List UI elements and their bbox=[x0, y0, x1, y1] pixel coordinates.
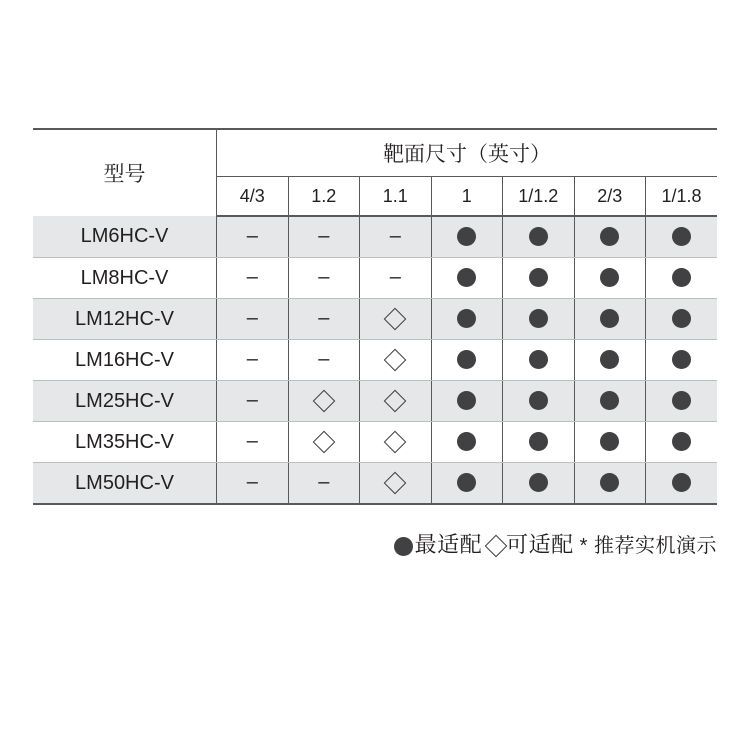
compat-best-cell bbox=[574, 381, 646, 422]
filled-circle-icon bbox=[672, 350, 691, 369]
compat-best-cell bbox=[646, 340, 718, 381]
size-column-header-4: 1 bbox=[431, 177, 503, 217]
legend-best bbox=[394, 532, 483, 557]
open-diamond-icon bbox=[384, 308, 407, 331]
compat-best-cell bbox=[646, 381, 718, 422]
filled-circle-icon bbox=[394, 537, 413, 556]
compat-none-cell bbox=[288, 258, 360, 299]
filled-circle-icon bbox=[672, 309, 691, 328]
dash-icon: – bbox=[246, 307, 258, 329]
size-column-header-5: 1/1.2 bbox=[503, 177, 575, 217]
filled-circle-icon bbox=[600, 268, 619, 287]
filled-circle-icon bbox=[529, 227, 548, 246]
compat-best-cell bbox=[503, 381, 575, 422]
open-diamond-icon bbox=[312, 431, 335, 454]
compat-none-cell bbox=[360, 216, 432, 258]
dash-icon: – bbox=[246, 266, 258, 288]
model-name-cell: LM50HC-V bbox=[33, 463, 217, 505]
open-diamond-icon bbox=[384, 349, 407, 372]
compat-best-cell bbox=[646, 422, 718, 463]
filled-circle-icon bbox=[457, 432, 476, 451]
filled-circle-icon bbox=[529, 268, 548, 287]
filled-circle-icon bbox=[672, 391, 691, 410]
legend-ok-label: 可适配 bbox=[506, 532, 574, 557]
table-row bbox=[33, 340, 717, 381]
filled-circle-icon bbox=[457, 309, 476, 328]
compat-none-cell bbox=[217, 216, 289, 258]
size-column-header-7: 1/1.8 bbox=[646, 177, 718, 217]
filled-circle-icon bbox=[457, 227, 476, 246]
dash-icon: – bbox=[246, 348, 258, 370]
compat-best-cell bbox=[431, 381, 503, 422]
compat-best-cell bbox=[574, 422, 646, 463]
compat-none-cell bbox=[217, 463, 289, 505]
compat-ok-cell bbox=[288, 422, 360, 463]
dash-icon: – bbox=[246, 225, 258, 247]
compat-none-cell bbox=[217, 258, 289, 299]
dash-icon: – bbox=[318, 266, 330, 288]
filled-circle-icon bbox=[457, 350, 476, 369]
table-body bbox=[33, 216, 717, 504]
compat-none-cell bbox=[288, 463, 360, 505]
sensor-size-group-header: 靶面尺寸（英寸） bbox=[217, 129, 718, 177]
compat-best-cell bbox=[503, 422, 575, 463]
filled-circle-icon bbox=[600, 227, 619, 246]
model-name-cell: LM25HC-V bbox=[33, 381, 217, 422]
dash-icon: – bbox=[246, 430, 258, 452]
size-column-header-6: 2/3 bbox=[574, 177, 646, 217]
compat-best-cell bbox=[503, 216, 575, 258]
filled-circle-icon bbox=[457, 391, 476, 410]
filled-circle-icon bbox=[529, 473, 548, 492]
compat-ok-cell bbox=[360, 299, 432, 340]
filled-circle-icon bbox=[529, 391, 548, 410]
dash-icon: – bbox=[318, 348, 330, 370]
table-row bbox=[33, 258, 717, 299]
dash-icon: – bbox=[318, 307, 330, 329]
dash-icon: – bbox=[246, 471, 258, 493]
size-column-header-3: 1.1 bbox=[360, 177, 432, 217]
model-name-cell: LM16HC-V bbox=[33, 340, 217, 381]
dash-icon: – bbox=[389, 266, 401, 288]
size-column-header-1: 4/3 bbox=[217, 177, 289, 217]
model-name-cell: LM8HC-V bbox=[33, 258, 217, 299]
compat-best-cell bbox=[646, 258, 718, 299]
model-name-cell: LM6HC-V bbox=[33, 216, 217, 258]
compat-none-cell bbox=[217, 422, 289, 463]
filled-circle-icon bbox=[600, 391, 619, 410]
table-header bbox=[33, 129, 717, 216]
filled-circle-icon bbox=[672, 432, 691, 451]
filled-circle-icon bbox=[529, 309, 548, 328]
compat-best-cell bbox=[431, 258, 503, 299]
table-row bbox=[33, 463, 717, 505]
compat-best-cell bbox=[574, 463, 646, 505]
open-diamond-icon bbox=[384, 472, 407, 495]
open-diamond-icon bbox=[384, 431, 407, 454]
filled-circle-icon bbox=[600, 473, 619, 492]
legend-ok bbox=[488, 532, 574, 557]
table-row bbox=[33, 299, 717, 340]
compat-ok-cell bbox=[360, 463, 432, 505]
compat-best-cell bbox=[503, 258, 575, 299]
dash-icon: – bbox=[318, 225, 330, 247]
compat-none-cell bbox=[288, 299, 360, 340]
legend bbox=[394, 528, 717, 559]
dash-icon: – bbox=[246, 389, 258, 411]
compat-ok-cell bbox=[360, 340, 432, 381]
filled-circle-icon bbox=[529, 432, 548, 451]
filled-circle-icon bbox=[600, 309, 619, 328]
compatibility-table bbox=[33, 128, 717, 505]
compat-best-cell bbox=[431, 463, 503, 505]
compat-best-cell bbox=[646, 463, 718, 505]
compat-best-cell bbox=[574, 340, 646, 381]
compat-best-cell bbox=[431, 422, 503, 463]
compat-none-cell bbox=[360, 258, 432, 299]
compat-none-cell bbox=[217, 299, 289, 340]
open-diamond-icon bbox=[312, 390, 335, 413]
filled-circle-icon bbox=[600, 432, 619, 451]
dash-icon: – bbox=[389, 225, 401, 247]
compat-ok-cell bbox=[288, 381, 360, 422]
dash-icon: – bbox=[318, 471, 330, 493]
model-name-cell: LM12HC-V bbox=[33, 299, 217, 340]
filled-circle-icon bbox=[600, 350, 619, 369]
open-diamond-icon bbox=[485, 535, 508, 558]
compat-best-cell bbox=[503, 299, 575, 340]
model-column-header: 型号 bbox=[33, 129, 217, 216]
compat-best-cell bbox=[646, 299, 718, 340]
compat-best-cell bbox=[574, 299, 646, 340]
filled-circle-icon bbox=[457, 268, 476, 287]
filled-circle-icon bbox=[529, 350, 548, 369]
compat-best-cell bbox=[431, 299, 503, 340]
compat-none-cell bbox=[217, 381, 289, 422]
filled-circle-icon bbox=[672, 268, 691, 287]
compat-best-cell bbox=[574, 216, 646, 258]
open-diamond-icon bbox=[384, 390, 407, 413]
model-name-cell: LM35HC-V bbox=[33, 422, 217, 463]
size-column-header-2: 1.2 bbox=[288, 177, 360, 217]
table-row bbox=[33, 381, 717, 422]
compat-best-cell bbox=[431, 216, 503, 258]
compat-ok-cell bbox=[360, 381, 432, 422]
compat-best-cell bbox=[503, 340, 575, 381]
compat-none-cell bbox=[288, 340, 360, 381]
filled-circle-icon bbox=[457, 473, 476, 492]
table-row bbox=[33, 422, 717, 463]
compat-none-cell bbox=[217, 340, 289, 381]
compat-best-cell bbox=[431, 340, 503, 381]
compat-best-cell bbox=[646, 216, 718, 258]
table-header-row-group bbox=[33, 129, 717, 177]
table-row bbox=[33, 216, 717, 258]
legend-star-note: * 推荐实机演示 bbox=[579, 535, 717, 557]
filled-circle-icon bbox=[672, 473, 691, 492]
legend-best-label: 最适配 bbox=[414, 532, 483, 557]
compatibility-table-container bbox=[33, 128, 717, 505]
filled-circle-icon bbox=[672, 227, 691, 246]
compat-none-cell bbox=[288, 216, 360, 258]
compat-best-cell bbox=[574, 258, 646, 299]
compat-ok-cell bbox=[360, 422, 432, 463]
compat-best-cell bbox=[503, 463, 575, 505]
